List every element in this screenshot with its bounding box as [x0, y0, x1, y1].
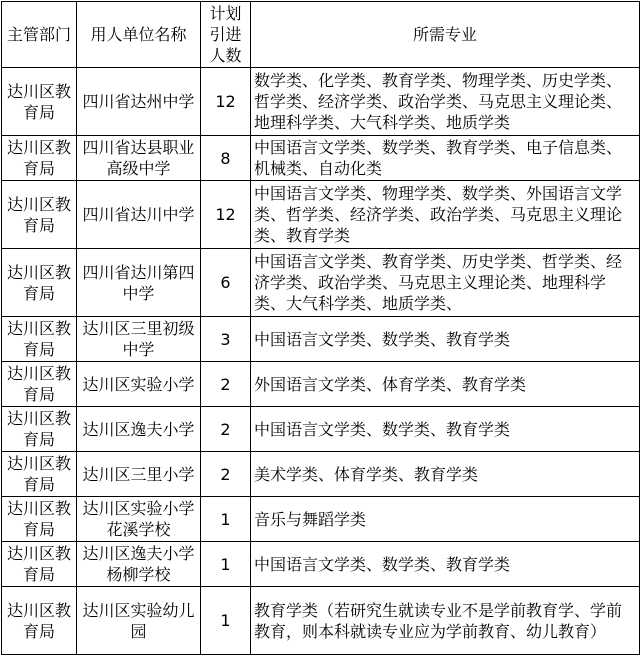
majors-cell: 中国语言文学类、数学类、教育学类 [251, 317, 640, 362]
dept-cell: 达川区教育局 [2, 587, 77, 655]
unit-cell: 达川区逸夫小学 [77, 407, 201, 452]
unit-cell: 达川区三里初级中学 [77, 317, 201, 362]
dept-cell: 达川区教育局 [2, 452, 77, 497]
majors-cell: 数学类、化学类、教育学类、物理学类、历史学类、哲学类、经济学类、政治学类、马克思主义理论类、地理科学类、大气科学类、地质学类 [251, 68, 640, 136]
table-row [2, 317, 640, 362]
count-cell: 1 [201, 497, 251, 542]
majors-cell: 中国语言文学类、教育学类、历史学类、哲学类、经济学类、政治学类、马克思主义理论类、地理科学类、大气科学类、地质学类、 [251, 249, 640, 317]
dept-cell: 达川区教育局 [2, 181, 77, 249]
majors-cell: 中国语言文学类、数学类、教育学类 [251, 407, 640, 452]
unit-cell: 达川区逸夫小学杨柳学校 [77, 542, 201, 587]
count-cell: 12 [201, 181, 251, 249]
dept-cell: 达川区教育局 [2, 249, 77, 317]
unit-cell: 四川省达县职业高级中学 [77, 136, 201, 181]
majors-cell: 中国语言文学类、数学类、教育学类、电子信息类、机械类、自动化类 [251, 136, 640, 181]
majors-cell: 外国语言文学类、体育学类、教育学类 [251, 362, 640, 407]
majors-cell: 中国语言文学类、数学类、教育学类 [251, 542, 640, 587]
count-cell: 2 [201, 452, 251, 497]
majors-cell: 中国语言文学类、物理学类、数学类、外国语言文学类、哲学类、经济学类、政治学类、马克思主义理论类、教育学类 [251, 181, 640, 249]
unit-cell: 达川区三里小学 [77, 452, 201, 497]
table-row [2, 249, 640, 317]
table-row [2, 362, 640, 407]
count-cell: 6 [201, 249, 251, 317]
majors-cell: 美术学类、体育学类、教育学类 [251, 452, 640, 497]
unit-cell: 四川省达川第四中学 [77, 249, 201, 317]
dept-cell: 达川区教育局 [2, 542, 77, 587]
table-row [2, 136, 640, 181]
unit-cell: 达川区实验小学花溪学校 [77, 497, 201, 542]
dept-cell: 达川区教育局 [2, 317, 77, 362]
count-cell: 2 [201, 362, 251, 407]
header-count: 计划引进人数 [201, 2, 251, 68]
header-unit: 用人单位名称 [77, 2, 201, 68]
header-row [2, 2, 640, 68]
majors-cell: 教育学类（若研究生就读专业不是学前教育学、学前教育，则本科就读专业应为学前教育、幼儿教育） [251, 587, 640, 655]
count-cell: 3 [201, 317, 251, 362]
recruitment-table [1, 1, 640, 655]
table-row [2, 181, 640, 249]
count-cell: 2 [201, 407, 251, 452]
unit-cell: 达川区实验小学 [77, 362, 201, 407]
dept-cell: 达川区教育局 [2, 136, 77, 181]
count-cell: 1 [201, 542, 251, 587]
dept-cell: 达川区教育局 [2, 362, 77, 407]
table-row [2, 407, 640, 452]
count-cell: 8 [201, 136, 251, 181]
table-row [2, 452, 640, 497]
table-row [2, 68, 640, 136]
header-majors: 所需专业 [251, 2, 640, 68]
table-row [2, 497, 640, 542]
unit-cell: 四川省达州中学 [77, 68, 201, 136]
majors-cell: 音乐与舞蹈学类 [251, 497, 640, 542]
unit-cell: 达川区实验幼儿园 [77, 587, 201, 655]
table-row [2, 542, 640, 587]
count-cell: 12 [201, 68, 251, 136]
unit-cell: 四川省达川中学 [77, 181, 201, 249]
dept-cell: 达川区教育局 [2, 407, 77, 452]
dept-cell: 达川区教育局 [2, 497, 77, 542]
table-row [2, 587, 640, 655]
header-dept: 主管部门 [2, 2, 77, 68]
dept-cell: 达川区教育局 [2, 68, 77, 136]
count-cell: 1 [201, 587, 251, 655]
